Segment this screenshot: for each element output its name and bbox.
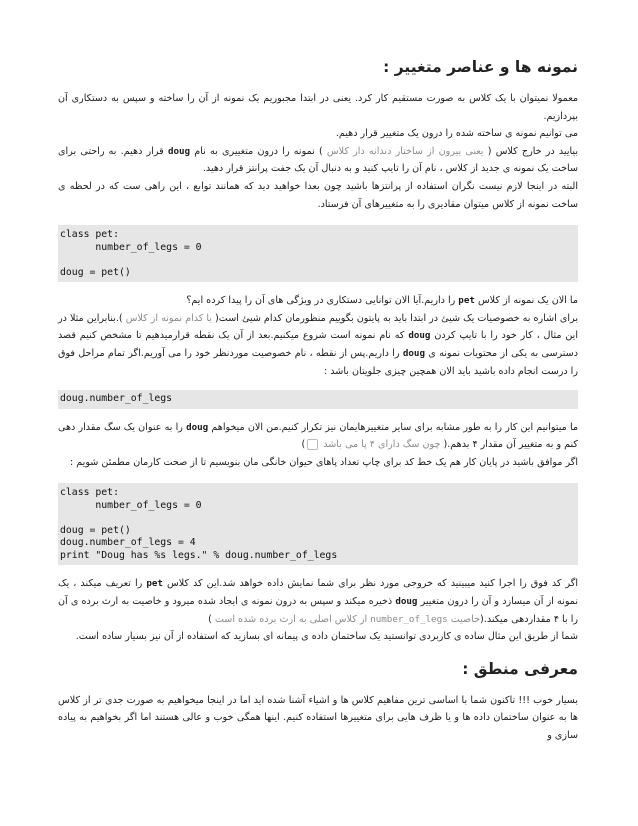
text-run: را داریم.آیا الان توانایی دستکاری در ویژگی های آن را پیدا کرده ایم؟ bbox=[186, 295, 459, 307]
text-run: را داریم.پس از نقطه ، نام خصوصیت موردنظر خود را می آوریم.اگر تمام مراحل فوق را درست انجام داده باشید باید الان همچین چیزی جلویتان باشد : bbox=[58, 347, 578, 377]
paragraph: البته در اینجا لازم نیست نگران استفاده از پرانتزها باشید چون بعدا خواهید دید که همانند توابع ، این راهی ست که در لحظه ی ساخت نمونه از کلاس میتوان مقادیری را به متغییرهای آن فرستاد. bbox=[58, 180, 578, 210]
paragraph: اگر موافق باشید در پایان کار هم یک خط کد برای چاپ تعداد پاهای حیوان خانگی مان بنویسیم تا از صحت کارمان مطمئن شویم : bbox=[70, 456, 578, 468]
gray-note: یا کدام نمونه از کلاس bbox=[122, 312, 212, 324]
inline-code: pet bbox=[458, 295, 475, 307]
smiley-icon bbox=[307, 439, 318, 450]
inline-code: doug bbox=[186, 421, 209, 433]
paragraph bbox=[58, 310, 578, 380]
text-run: ذخیره میکند و سپس به درون نمونه ی ایجاد شده میرود و خاصیت به ارث برده ی آن را با ۴ مقداردهی میکند.( bbox=[58, 596, 578, 625]
inline-code: doug bbox=[167, 145, 191, 157]
paragraph: می توانیم نمونه ی ساخته شده را درون یک متغییر قرار دهیم. bbox=[335, 128, 578, 140]
text-run: که نام نمونه است شروع میکنیم.بعد از آن یک نقطه قرارمیدهیم تا مشخص کنیم قصد دسترسی به یکی از محتویات نمونه ی bbox=[58, 330, 578, 359]
section-heading-logic: معرفی منطق : bbox=[462, 659, 578, 678]
inline-code: pet bbox=[146, 578, 163, 590]
paragraph bbox=[58, 292, 578, 310]
text-run: قرار دهیم. به راحتی برای ساخت یک نمونه ی جدید از کلاس ، نام آن را تایپ کنید و به دنبال آن یک جفت پرانتز قرار دهید. bbox=[58, 145, 578, 175]
paragraph bbox=[58, 143, 578, 178]
inline-code: number_of_legs bbox=[370, 613, 448, 625]
document-page bbox=[58, 58, 578, 745]
inline-code: doug bbox=[402, 347, 425, 359]
paragraph: شما از طریق این مثال ساده ی کاربردی توانستید یک ساختمان داده ی پیمانه ای بسازید که استفاده از آن نیز بسیار ساده است. bbox=[75, 631, 578, 643]
text-run: ) bbox=[301, 439, 306, 451]
text-run: اگر کد فوق را اجرا کنید میبینید که خروجی مورد نظر برای شما نمایش داده خواهد شد.این کد کلاس bbox=[162, 578, 578, 590]
paragraph bbox=[58, 419, 578, 454]
text-run: را به عنوان یک سگ مقدار دهی کنم و به متغییر آن مقدار ۴ بدهم.( bbox=[58, 421, 578, 451]
gray-note: خاصیت bbox=[447, 613, 481, 625]
code-block: class pet: number_of_legs = 0 doug = pet() bbox=[58, 225, 578, 282]
text-run: بیایید در خارج کلاس ( bbox=[487, 145, 578, 157]
section-heading-instances: نمونه ها و عناصر متغییر : bbox=[383, 58, 578, 76]
text-run: را تعریف میکند ، یک نمونه از آن میسازد و آن را درون متغییر bbox=[58, 578, 578, 607]
gray-note: یعنی بیرون از ساختار دندانه دار کلاس bbox=[322, 145, 488, 157]
gray-note: از کلاس اصلی به ارث برده شده است bbox=[211, 613, 371, 625]
text-run: ) bbox=[208, 613, 212, 625]
text-run: ما الان یک نمونه از کلاس bbox=[474, 295, 578, 307]
paragraph: بسیار خوب !!! تاکنون شما با اساسی ترین مفاهیم کلاس ها و اشیاء آشنا شده اید اما در اینجا میخواهیم به صورت جدی تر از کلاس ها به عنوان ساختمان داده ها و یا ظرف هایی برای متغییرها استفاده کنیم. اینها همگی خوب و عالی هستند اما اگر بخواهیم به پیاده سازی و bbox=[58, 694, 578, 741]
text-run: ).بنابراین مثلا در این مثال ، کار خود را با تایپ کردن bbox=[57, 312, 578, 342]
paragraph bbox=[58, 575, 578, 628]
gray-note: چون سگ دارای ۴ پا می باشد bbox=[320, 439, 444, 451]
code-block: doug.number_of_legs bbox=[58, 390, 578, 409]
inline-code: doug bbox=[395, 596, 418, 607]
paragraph: معمولا نمیتوان با یک کلاس به صورت مستقیم کار کرد. یعنی در ابتدا مجبوریم یک نمونه از آن را ساخته و سپس به دستکاری آن بپردازیم. bbox=[58, 93, 578, 122]
text-run: ما میتوانیم این کار را به طور مشابه برای سایر متغییرهایمان نیز تکرار کنیم.من الان میخواهم bbox=[208, 421, 579, 433]
code-block: class pet: number_of_legs = 0 doug = pet() doug.number_of_legs = 4 print "Doug has %s legs." % doug.number_of_legs bbox=[58, 483, 578, 565]
text-run: برای اشاره به خصوصیات یک شیئ در ابتدا باید به پایتون بگوییم منظورمان کدام شیئ است( bbox=[211, 312, 578, 324]
inline-code: doug bbox=[408, 330, 431, 342]
text-run: ) نمونه را درون متغییری به نام bbox=[190, 145, 323, 157]
